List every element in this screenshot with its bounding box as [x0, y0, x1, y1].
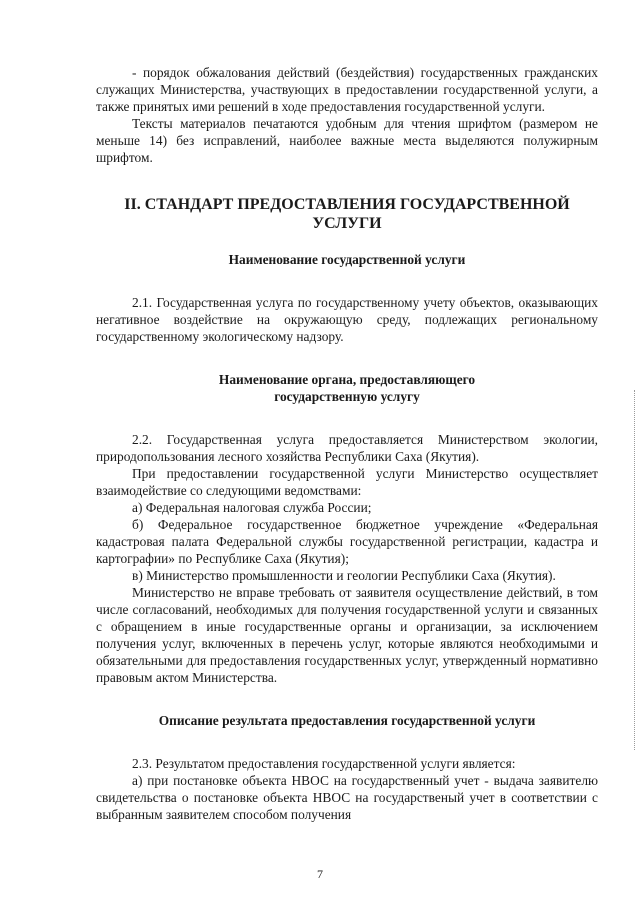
page-number: 7 — [317, 867, 323, 881]
document-page — [96, 64, 598, 823]
paragraph-appeal-procedure: - порядок обжалования действий (бездействия) государственных гражданских служащих Министерства, участвующих в предоставлении государственной услуги, а также принятых ими решений в ходе предоставления государственной услуги. — [96, 65, 598, 114]
scan-edge-mark — [634, 390, 638, 750]
paragraph-result-a: а) при постановке объекта НВОС на государственный учет - выдача заявителю свидетельства о постановке объекта НВОС на государственый учет в соответствии с выбранным заявителем способом получения — [96, 773, 598, 822]
paragraph-font-requirements: Тексты материалов печатаются удобным для чтения шрифтом (размером не меньше 14) без исправлений, наиболее важные места выделяются полужирным шрифтом. — [96, 116, 598, 165]
subsection-title-service-name: Наименование государственной услуги — [228, 252, 466, 267]
list-item-c: в) Министерство промышленности и геологии Республики Саха (Якутия). — [132, 568, 556, 583]
paragraph-restrictions: Министерство не вправе требовать от заявителя осуществление действий, в том числе согласований, необходимых для получения государственной услуги и связанных с обращением в иные государственные органы и организации, за исключением получения услуг, включенных в перечень услуг, которые являются необходимыми и обязательными для предоставления государственных услуг, утвержденный нормативно правовым актом Министерства. — [96, 585, 598, 685]
paragraph-interaction: При предоставлении государственной услуги Министерство осуществляет взаимодействие со следующими ведомствами: — [96, 466, 598, 498]
spacer — [96, 268, 598, 294]
list-item-a: а) Федеральная налоговая служба России; — [132, 500, 372, 515]
list-item-b: б) Федеральное государственное бюджетное учреждение «Федеральная кадастровая палата Федеральной службы государственной регистрации, кадастра и картографии» по Республике Саха (Якутия); — [96, 517, 598, 566]
spacer — [96, 405, 598, 431]
subsection-title-result: Описание результата предоставления государственной услуги — [158, 713, 536, 728]
section-title: II. СТАНДАРТ ПРЕДОСТАВЛЕНИЯ ГОСУДАРСТВЕННОЙ УСЛУГИ — [124, 196, 570, 232]
paragraph-2-3: 2.3. Результатом предоставления государственной услуги является: — [132, 756, 516, 771]
paragraph-2-1: 2.1. Государственная услуга по государственному учету объектов, оказывающих негативное воздействие на окружающую среду, подлежащих региональному государственному экологическому надзору. — [96, 295, 598, 344]
spacer — [96, 729, 598, 755]
paragraph-2-2: 2.2. Государственная услуга предоставляется Министерством экологии, природопользования лесного хозяйства Республики Саха (Якутия). — [96, 432, 598, 464]
subsection-title-authority: Наименование органа, предоставляющего государственную услугу — [218, 372, 476, 404]
